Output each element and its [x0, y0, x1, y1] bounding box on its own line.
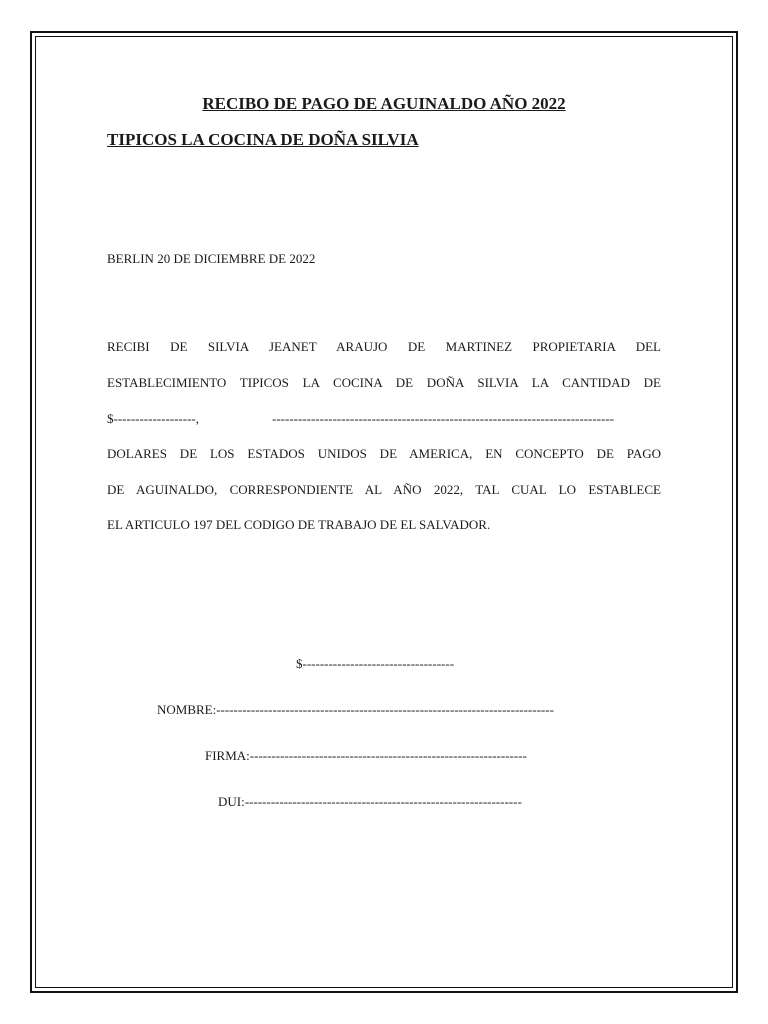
receipt-title: RECIBO DE PAGO DE AGUINALDO AÑO 2022	[202, 94, 566, 113]
paragraph-line-6: EL ARTICULO 197 DEL CODIGO DE TRABAJO DE EL SALVADOR.	[107, 517, 491, 532]
paragraph-line-4: DOLARES DE LOS ESTADOS UNIDOS DE AMERICA, EN CONCEPTO DE PAGO	[107, 446, 661, 461]
amount-field-dollars: $-------------------,	[107, 411, 200, 426]
name-field: NOMBRE:------------------------------------------------------------------------------	[157, 702, 554, 717]
signature-amount-field: $-----------------------------------	[296, 656, 455, 671]
paragraph-line-1: RECIBI DE SILVIA JEANET ARAUJO DE MARTINEZ PROPIETARIA DEL	[107, 339, 661, 354]
business-name: TIPICOS LA COCINA DE DOÑA SILVIA	[107, 130, 419, 149]
signature-field: FIRMA:----------------------------------------------------------------	[205, 748, 527, 763]
page-border-inner	[35, 36, 733, 988]
amount-in-words-field: -------------------------------------------------------------------------------	[272, 411, 614, 426]
place-date: BERLIN 20 DE DICIEMBRE DE 2022	[107, 251, 316, 266]
dui-field: DUI:----------------------------------------------------------------	[218, 794, 522, 809]
paragraph-line-2: ESTABLECIMIENTO TIPICOS LA COCINA DE DOÑA SILVIA LA CANTIDAD DE	[107, 375, 661, 390]
paragraph-line-5: DE AGUINALDO, CORRESPONDIENTE AL AÑO 2022, TAL CUAL LO ESTABLECE	[107, 482, 661, 497]
